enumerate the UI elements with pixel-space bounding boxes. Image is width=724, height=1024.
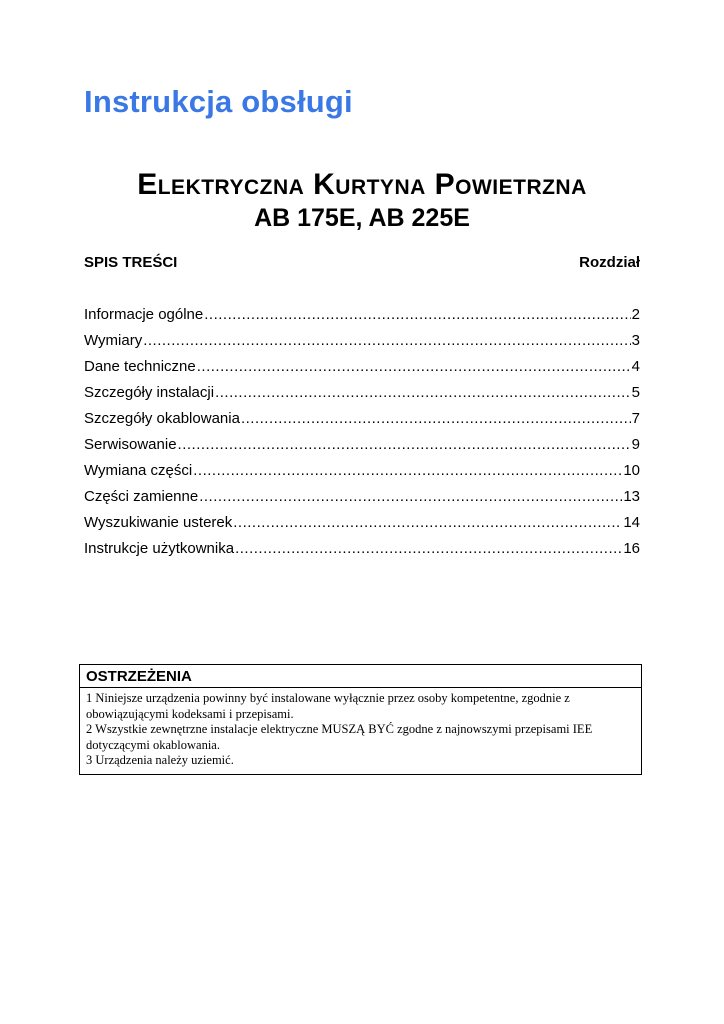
toc-leader-dots (178, 436, 631, 453)
toc-entry-title: Serwisowanie (84, 436, 177, 453)
toc-entry[interactable] (84, 384, 640, 410)
warning-item: 2 Wszystkie zewnętrzne instalacje elektryczne MUSZĄ BYĆ zgodne z najnowszymi przepisami IEE dotyczącymi okablowania. (86, 722, 593, 752)
toc-entry[interactable] (84, 332, 640, 358)
toc-column-label: Rozdział (579, 254, 640, 271)
toc-leader-dots (143, 332, 630, 349)
toc-entry[interactable] (84, 306, 640, 332)
toc-entry-title: Szczegóły instalacji (84, 384, 215, 401)
toc-entry-page: 9 (631, 436, 640, 453)
document-title: Instrukcja obsługi (84, 84, 353, 119)
toc-entry[interactable] (84, 488, 640, 514)
toc-entry-title: Informacje ogólne (84, 306, 204, 323)
toc-leader-dots (233, 514, 622, 531)
toc-entry-title: Części zamienne (84, 488, 199, 505)
warnings-box (79, 664, 642, 775)
toc-entry-page: 14 (623, 514, 640, 531)
toc-entry[interactable] (84, 436, 640, 462)
toc-leader-dots (235, 540, 622, 557)
warning-item: 1 Niniejsze urządzenia powinny być instalowane wyłącznie przez osoby kompetentne, zgodnie z obowiązującymi kodeksami i przepisami. (86, 691, 570, 721)
toc-leader-dots (215, 384, 631, 401)
toc-entry-title: Dane techniczne (84, 358, 196, 375)
toc-leader-dots (241, 410, 631, 427)
toc-entry[interactable] (84, 410, 640, 436)
toc-leader-dots (197, 358, 631, 375)
toc-entry-page: 7 (631, 410, 640, 427)
toc-entry-page: 16 (623, 540, 640, 557)
toc-entry-title: Szczegóły okablowania (84, 410, 240, 427)
toc-entry[interactable] (84, 358, 640, 384)
toc-entry-page: 4 (631, 358, 640, 375)
toc-leader-dots (193, 462, 622, 479)
toc-entry[interactable] (84, 514, 640, 540)
toc-header (84, 254, 640, 271)
table-of-contents (84, 306, 640, 566)
toc-leader-dots (199, 488, 622, 505)
toc-entry-title: Wyszukiwanie usterek (84, 514, 233, 531)
toc-entry-title: Wymiary (84, 332, 143, 349)
toc-entry-page: 3 (631, 332, 640, 349)
toc-entry[interactable] (84, 540, 640, 566)
warnings-heading: OSTRZEŻENIA (86, 668, 192, 685)
warnings-body (80, 688, 641, 769)
product-title: Elektryczna Kurtyna Powietrzna (137, 168, 587, 201)
toc-entry-title: Instrukcje użytkownika (84, 540, 235, 557)
toc-entry-page: 5 (631, 384, 640, 401)
toc-heading: SPIS TREŚCI (84, 254, 178, 271)
toc-entry-page: 13 (623, 488, 640, 505)
toc-entry[interactable] (84, 462, 640, 488)
toc-leader-dots (204, 306, 630, 323)
product-models: AB 175E, AB 225E (254, 204, 470, 232)
toc-entry-page: 10 (623, 462, 640, 479)
toc-entry-title: Wymiana części (84, 462, 193, 479)
warning-item: 3 Urządzenia należy uziemić. (86, 753, 234, 767)
toc-entry-page: 2 (631, 306, 640, 323)
